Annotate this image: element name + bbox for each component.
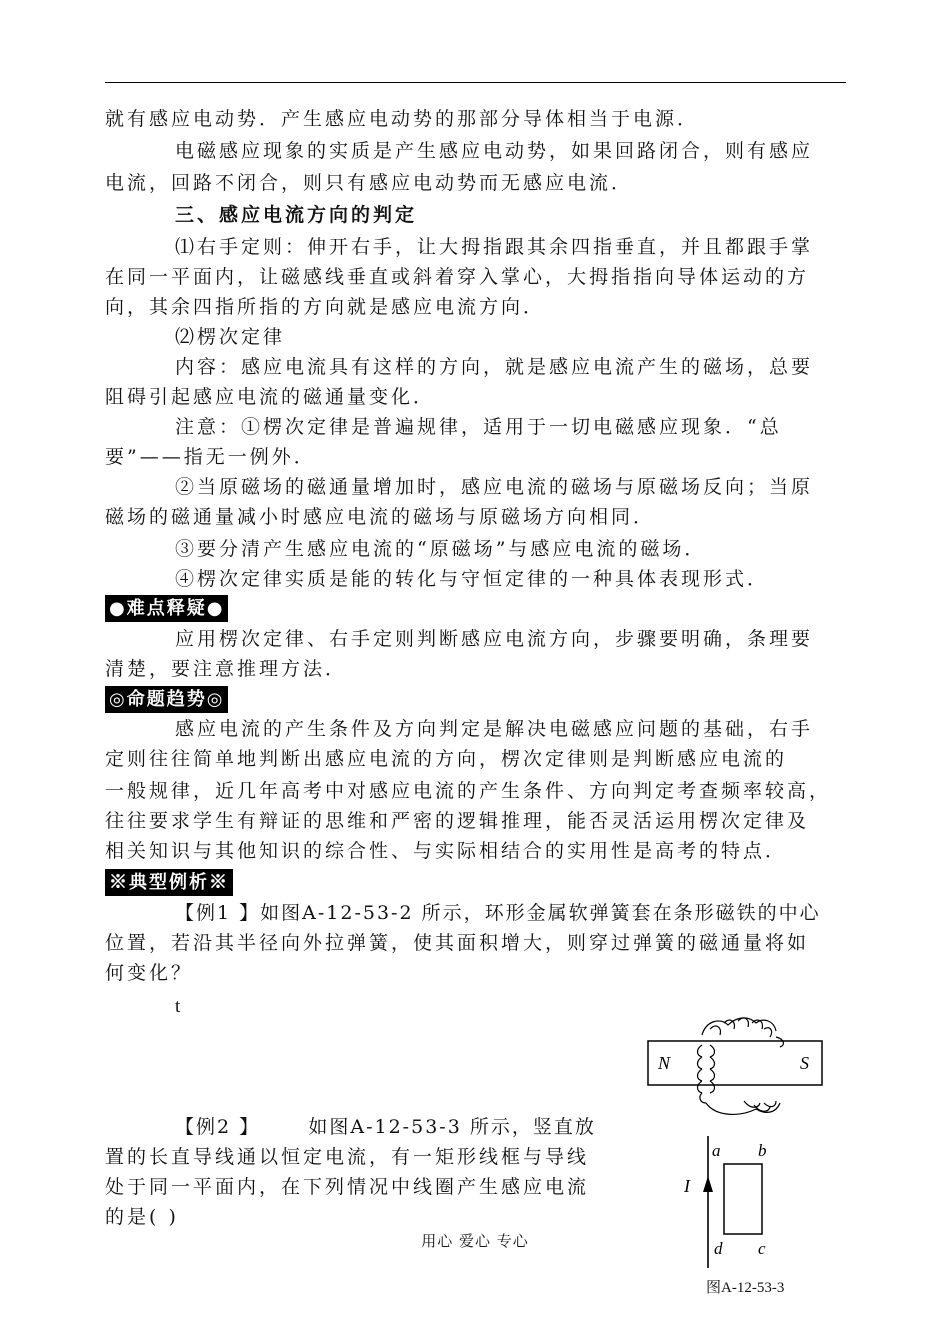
text-line: 磁场的磁通量减小时感应电流的磁场与原磁场方向相同． xyxy=(105,506,656,528)
text-line: ⑴右手定则：伸开右手，让大拇指跟其余四指垂直，并且都跟手掌 xyxy=(175,236,814,258)
text-line: ②当原磁场的磁通量增加时，感应电流的磁场与原磁场反向；当原 xyxy=(175,476,814,498)
corner-b-label: b xyxy=(758,1141,767,1160)
text-line: 定则往往简单地判断出感应电流的方向，楞次定律则是判断感应电流的 xyxy=(105,748,788,770)
current-arrow-icon xyxy=(703,1176,713,1192)
page-footer: 用心 爱心 专心 xyxy=(421,1232,529,1250)
section-label-difficulty: ●难点释疑● xyxy=(105,595,228,622)
text-line: 相关知识与其他知识的综合性、与实际相结合的实用性是高考的特点． xyxy=(105,840,788,862)
stray-letter: t xyxy=(175,996,184,1017)
text-line: 在同一平面内，让磁感线垂直或斜着穿入掌心，大拇指指向导体运动的方 xyxy=(105,266,810,288)
magnet-north-label: N xyxy=(658,1053,671,1073)
text-line: 清楚，要注意推理方法． xyxy=(105,658,348,680)
current-label: I xyxy=(684,1176,690,1196)
text-line: 向，其余四指所指的方向就是感应电流方向． xyxy=(105,296,546,318)
example-2-line: 的是( ) xyxy=(105,1206,179,1228)
text-line: 电磁感应现象的实质是产生感应电动势，如果回路闭合，则有感应 xyxy=(175,140,814,162)
section-heading: 三、感应电流方向的判定 xyxy=(175,204,418,226)
magnet-coil-figure xyxy=(640,1015,840,1125)
section-label-trend: ◎命题趋势◎ xyxy=(105,686,228,713)
section-label-examples: ※典型例析※ xyxy=(105,869,233,896)
text-line: 电流，回路不闭合，则只有感应电动势而无感应电流． xyxy=(105,172,634,194)
bar-magnet xyxy=(648,1041,822,1085)
text-line: ④楞次定律实质是能的转化与守恒定律的一种具体表现形式． xyxy=(175,568,770,590)
text-line: ⑵楞次定律 xyxy=(175,326,286,348)
text-line: 阻碍引起感应电流的磁通量变化． xyxy=(105,386,436,408)
corner-c-label: c xyxy=(758,1239,766,1258)
wire-loop-figure xyxy=(670,1130,800,1275)
example-1-line: 何变化？ xyxy=(105,962,194,984)
corner-a-label: a xyxy=(712,1141,721,1160)
example-2-line: 处于同一平面内，在下列情况中线圈产生感应电流 xyxy=(105,1176,590,1198)
text-line: 要”——指无一例外． xyxy=(105,446,316,468)
figure-caption: 图A-12-53-3 xyxy=(706,1280,785,1296)
header-rule xyxy=(105,82,846,83)
text-line: 内容：感应电流具有这样的方向，就是感应电流产生的磁场，总要 xyxy=(175,356,814,378)
example-2-line: 【例2 】 如图A-12-53-3 所示，竖直放 xyxy=(175,1116,596,1138)
text-line: ③要分清产生感应电流的“原磁场”与感应电流的磁场． xyxy=(175,538,707,560)
corner-d-label: d xyxy=(714,1239,723,1258)
magnet-south-label: S xyxy=(800,1053,809,1073)
text-line: 注意：①楞次定律是普遍规律，适用于一切电磁感应现象．“总 xyxy=(175,416,782,438)
text-line: 感应电流的产生条件及方向判定是解决电磁感应问题的基础，右手 xyxy=(175,718,814,740)
rectangular-loop xyxy=(724,1164,762,1234)
text-line: 一般规律，近几年高考中对感应电流的产生条件、方向判定考查频率较高， xyxy=(105,780,832,802)
example-1-line: 【例1 】如图A-12-53-2 所示，环形金属软弹簧套在条形磁铁的中心 xyxy=(175,902,821,924)
example-1-line: 位置，若沿其半径向外拉弹簧，使其面积增大，则穿过弹簧的磁通量将如 xyxy=(105,932,810,954)
text-line: 应用楞次定律、右手定则判断感应电流方向，步骤要明确，条理要 xyxy=(175,628,814,650)
text-line: 往往要求学生有辩证的思维和严密的逻辑推理，能否灵活运用楞次定律及 xyxy=(105,810,810,832)
example-2-line: 置的长直导线通以恒定电流，有一矩形线框与导线 xyxy=(105,1146,590,1168)
text-line: 就有感应电动势．产生感应电动势的那部分导体相当于电源． xyxy=(105,108,700,130)
